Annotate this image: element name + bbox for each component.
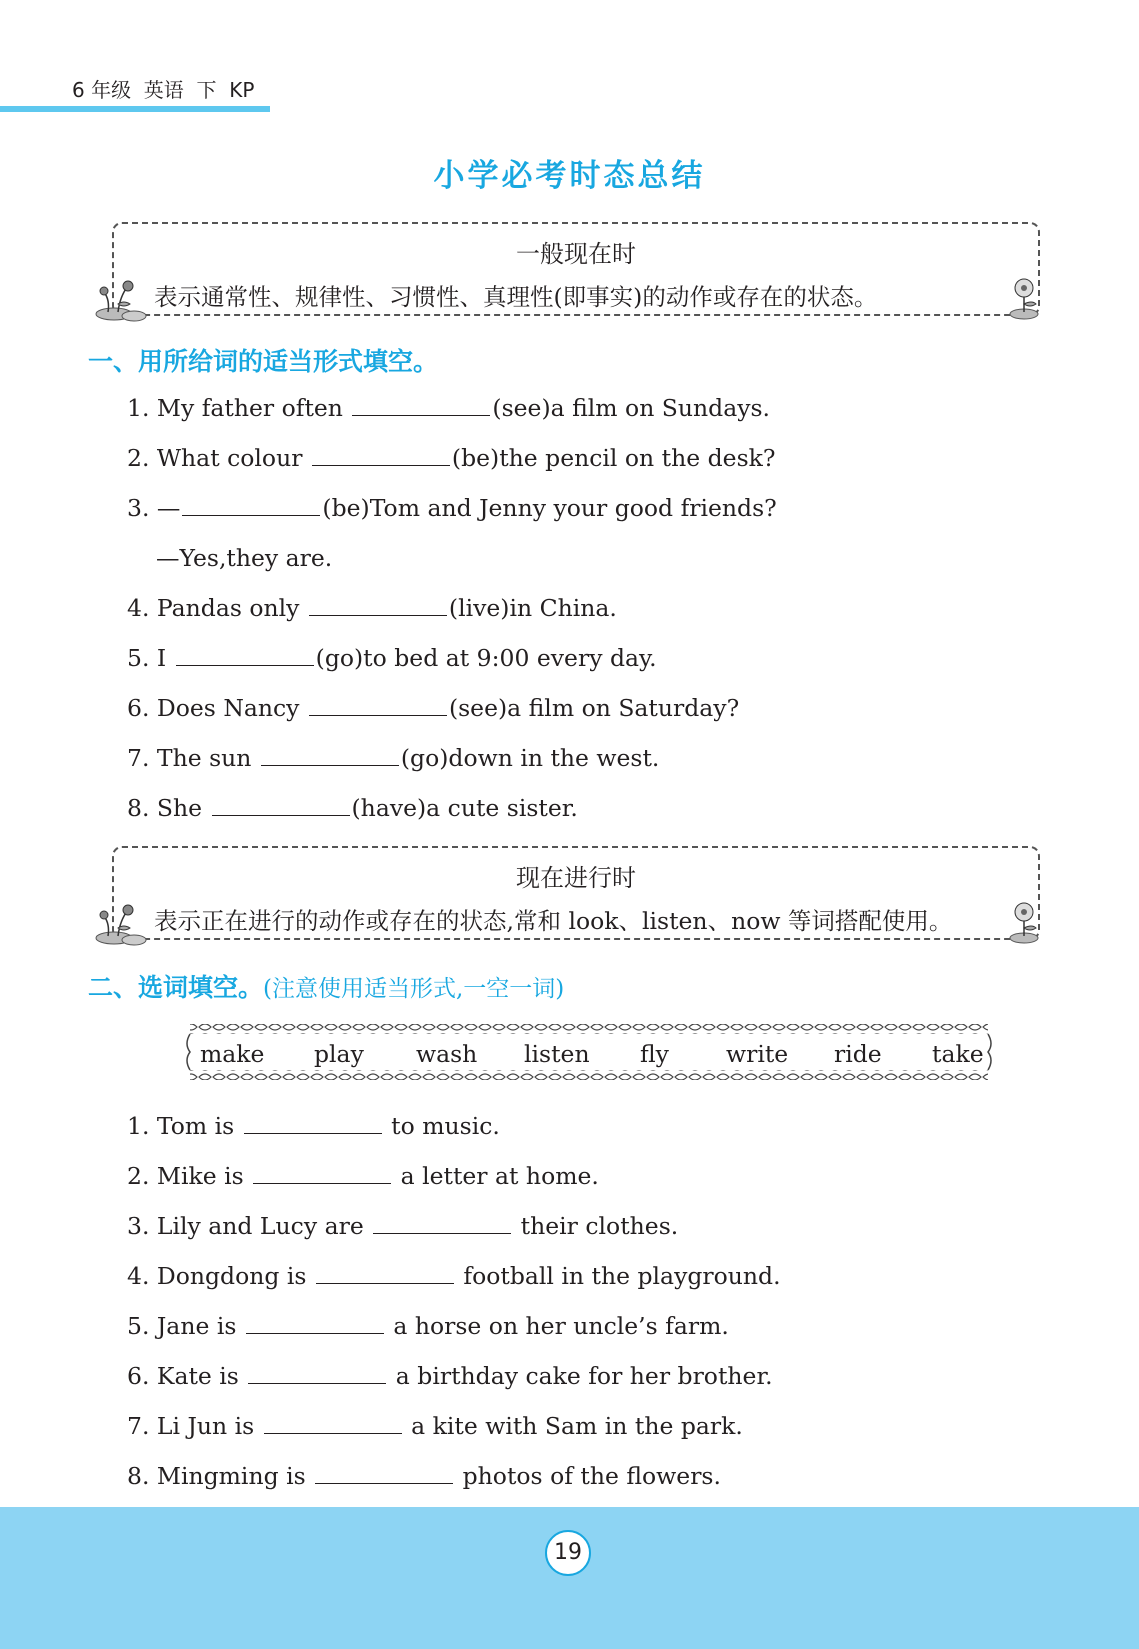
page-number: 19 — [545, 1530, 591, 1576]
item-text: 2. What colour — [127, 444, 310, 472]
definition-box-present-continuous — [112, 846, 1040, 940]
section-heading-text: 二、选词填空。 — [88, 973, 264, 1002]
exercise-item — [127, 1462, 721, 1490]
definition-title: 现在进行时 — [516, 864, 636, 892]
page-footer — [0, 1507, 1139, 1649]
item-text: (see)a film on Saturday? — [448, 694, 740, 722]
answer-blank[interactable] — [253, 1163, 391, 1184]
answer-blank[interactable] — [176, 645, 314, 666]
book-header: 6 年级 英语 下 KP — [72, 78, 255, 102]
item-text: (go)to bed at 9:00 every day. — [315, 644, 657, 672]
answer-blank[interactable] — [244, 1113, 382, 1134]
item-text: 7. Li Jun is — [127, 1412, 262, 1440]
item-text: a horse on her uncle’s farm. — [385, 1312, 729, 1340]
exercise-item — [127, 594, 617, 622]
answer-blank[interactable] — [248, 1363, 386, 1384]
item-text: (see)a film on Sundays. — [492, 394, 771, 422]
word-option: play — [314, 1040, 364, 1068]
word-option: ride — [834, 1040, 882, 1068]
item-text: 4. Pandas only — [127, 594, 307, 622]
exercise-item — [127, 494, 777, 522]
flower-decoration-icon — [1004, 900, 1044, 944]
item-text: 3. Lily and Lucy are — [127, 1212, 372, 1240]
item-text: 1. Tom is — [127, 1112, 242, 1140]
answer-blank[interactable] — [315, 1463, 453, 1484]
item-text: their clothes. — [513, 1212, 679, 1240]
word-option: write — [726, 1040, 789, 1068]
item-text: a letter at home. — [393, 1162, 599, 1190]
definition-text: 表示正在进行的动作或存在的状态,常和 look、listen、now 等词搭配使用。 — [154, 907, 953, 935]
item-text: (have)a cute sister. — [351, 794, 578, 822]
exercise-answer-line: —Yes,they are. — [156, 544, 333, 572]
item-text: 6. Does Nancy — [127, 694, 307, 722]
section-heading-2 — [88, 968, 564, 1004]
item-text: a kite with Sam in the park. — [403, 1412, 743, 1440]
page-title: 小学必考时态总结 — [433, 158, 706, 194]
item-text: 2. Mike is — [127, 1162, 252, 1190]
answer-blank[interactable] — [309, 595, 447, 616]
header-rule — [0, 106, 270, 112]
exercise-item — [127, 744, 659, 772]
item-text: (be)Tom and Jenny your good friends? — [322, 494, 777, 522]
exercise-item — [127, 1162, 599, 1190]
word-option: make — [200, 1040, 265, 1068]
item-text: to music. — [383, 1112, 500, 1140]
answer-blank[interactable] — [261, 745, 399, 766]
word-option: wash — [416, 1040, 478, 1068]
item-text: 6. Kate is — [127, 1362, 247, 1390]
flower-decoration-icon — [1004, 276, 1044, 320]
word-option: take — [932, 1040, 984, 1068]
item-text: 5. I — [127, 644, 174, 672]
exercise-item — [127, 1362, 773, 1390]
answer-blank[interactable] — [246, 1313, 384, 1334]
answer-blank[interactable] — [316, 1263, 454, 1284]
item-text: a birthday cake for her brother. — [388, 1362, 773, 1390]
definition-title: 一般现在时 — [516, 240, 636, 268]
answer-blank[interactable] — [312, 445, 450, 466]
item-text: 5. Jane is — [127, 1312, 244, 1340]
answer-blank[interactable] — [309, 695, 447, 716]
item-text: (go)down in the west. — [400, 744, 660, 772]
section-heading-note: (注意使用适当形式,一空一词) — [263, 976, 565, 1002]
item-text: photos of the flowers. — [455, 1462, 721, 1490]
answer-blank[interactable] — [352, 395, 490, 416]
answer-blank[interactable] — [182, 495, 320, 516]
exercise-item — [127, 1212, 678, 1240]
exercise-item — [127, 1312, 729, 1340]
section-heading-1: 一、用所给词的适当形式填空。 — [88, 347, 439, 376]
item-text: 4. Dongdong is — [127, 1262, 314, 1290]
word-bank — [184, 1022, 994, 1082]
answer-blank[interactable] — [212, 795, 350, 816]
word-option: listen — [524, 1040, 590, 1068]
item-text: 1. My father often — [127, 394, 351, 422]
item-text: (be)the pencil on the desk? — [451, 444, 776, 472]
flower-decoration-icon — [94, 278, 154, 322]
answer-blank[interactable] — [264, 1413, 402, 1434]
definition-box-simple-present — [112, 222, 1040, 316]
item-text: 3. — — [127, 494, 181, 522]
exercise-item — [127, 694, 739, 722]
exercise-item — [127, 1262, 781, 1290]
answer-blank[interactable] — [373, 1213, 511, 1234]
exercise-item — [127, 1412, 743, 1440]
item-text: football in the playground. — [455, 1262, 781, 1290]
exercise-item — [127, 394, 770, 422]
word-option: fly — [640, 1040, 669, 1068]
exercise-item — [127, 1112, 500, 1140]
exercise-item — [127, 444, 775, 472]
flower-decoration-icon — [94, 902, 154, 946]
exercise-item — [127, 794, 578, 822]
item-text: 8. Mingming is — [127, 1462, 314, 1490]
definition-text: 表示通常性、规律性、习惯性、真理性(即事实)的动作或存在的状态。 — [154, 283, 878, 311]
item-text: (live)in China. — [448, 594, 617, 622]
item-text: 8. She — [127, 794, 210, 822]
exercise-item — [127, 644, 657, 672]
item-text: 7. The sun — [127, 744, 259, 772]
